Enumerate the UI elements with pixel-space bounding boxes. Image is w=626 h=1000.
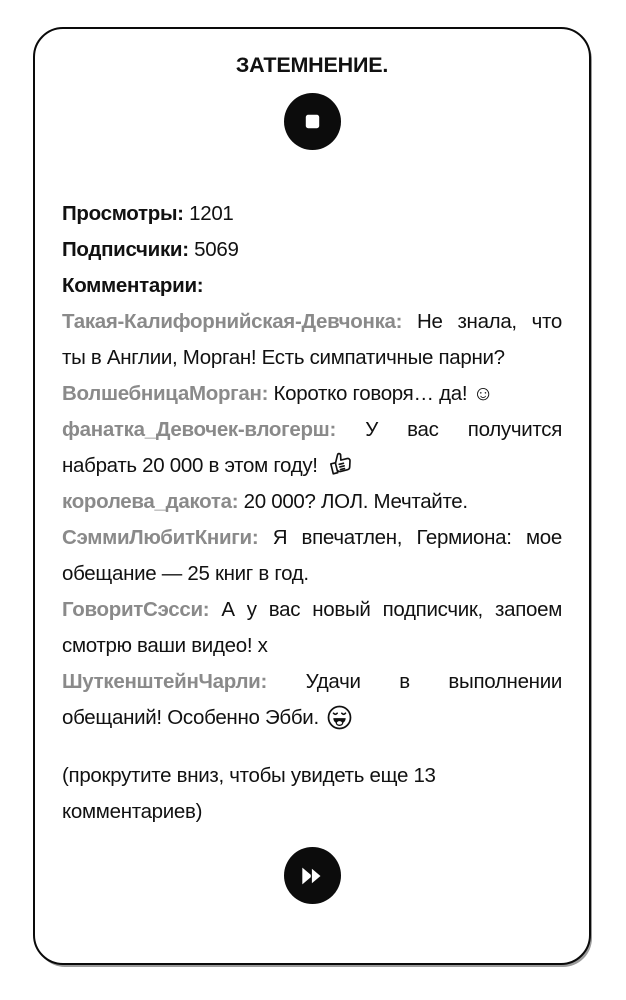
views-stat <box>62 196 562 232</box>
stop-icon <box>301 110 324 133</box>
subscribers-stat <box>62 232 562 268</box>
comment-text: Коротко говоря… да! ☺ <box>268 382 494 405</box>
comment-username: ШуткенштейнЧарли: <box>62 670 268 693</box>
comment-username: фанатка_Девочек-влогерш: <box>62 418 336 441</box>
comment-username: королева_дакота: <box>62 490 239 513</box>
comment-text: Не знала, что ты в Англии, Морган! Есть симпатичные парни? <box>62 310 562 369</box>
comment-text: Удачи в выполнении обещаний! Особенно Эбби. <box>62 670 562 729</box>
thumbs-up-icon <box>325 448 356 479</box>
fast-forward-button-row <box>62 847 562 904</box>
comment-username: Такая-Калифорнийская-Девчонка: <box>62 310 403 333</box>
views-label: Просмотры: <box>62 202 184 225</box>
views-value: 1201 <box>189 202 234 225</box>
comment-item <box>62 592 562 664</box>
stats-block <box>62 196 562 304</box>
subscribers-value: 5069 <box>194 238 239 261</box>
scene-title: ЗАТЕМНЕНИЕ. <box>235 53 389 77</box>
comment-item <box>62 376 562 412</box>
comment-text: Я впечатлен, Гермиона: мое обещание — 25 книг в год. <box>62 526 562 585</box>
video-overlay-card <box>33 27 591 965</box>
comments-label: Комментарии: <box>62 274 204 297</box>
stop-button[interactable] <box>284 93 341 150</box>
comment-text: 20 000? ЛОЛ. Мечтайте. <box>238 490 468 513</box>
comment-item <box>62 304 562 376</box>
comment-item <box>62 412 562 484</box>
comments-heading <box>62 268 562 304</box>
winking-tongue-icon <box>326 704 353 731</box>
comments-list[interactable] <box>62 304 562 736</box>
comment-text: А у вас новый подписчик, запоем смотрю ваши видео! х <box>62 598 562 657</box>
comment-username: ГоворитСэсси: <box>62 598 210 621</box>
fast-forward-button[interactable] <box>284 847 341 904</box>
comment-username: СэммиЛюбитКниги: <box>62 526 259 549</box>
comment-text: У вас получится набрать 20 000 в этом году! <box>62 418 562 477</box>
fast-forward-icon <box>298 865 326 887</box>
comment-item <box>62 520 562 592</box>
stop-button-row <box>62 93 562 150</box>
scroll-hint: (прокрутите вниз, чтобы увидеть еще 13 комментариев) <box>62 764 436 823</box>
comment-username: ВолшебницаМорган: <box>62 382 269 405</box>
comment-item <box>62 664 562 736</box>
subscribers-label: Подписчики: <box>62 238 189 261</box>
comment-item <box>62 484 562 520</box>
